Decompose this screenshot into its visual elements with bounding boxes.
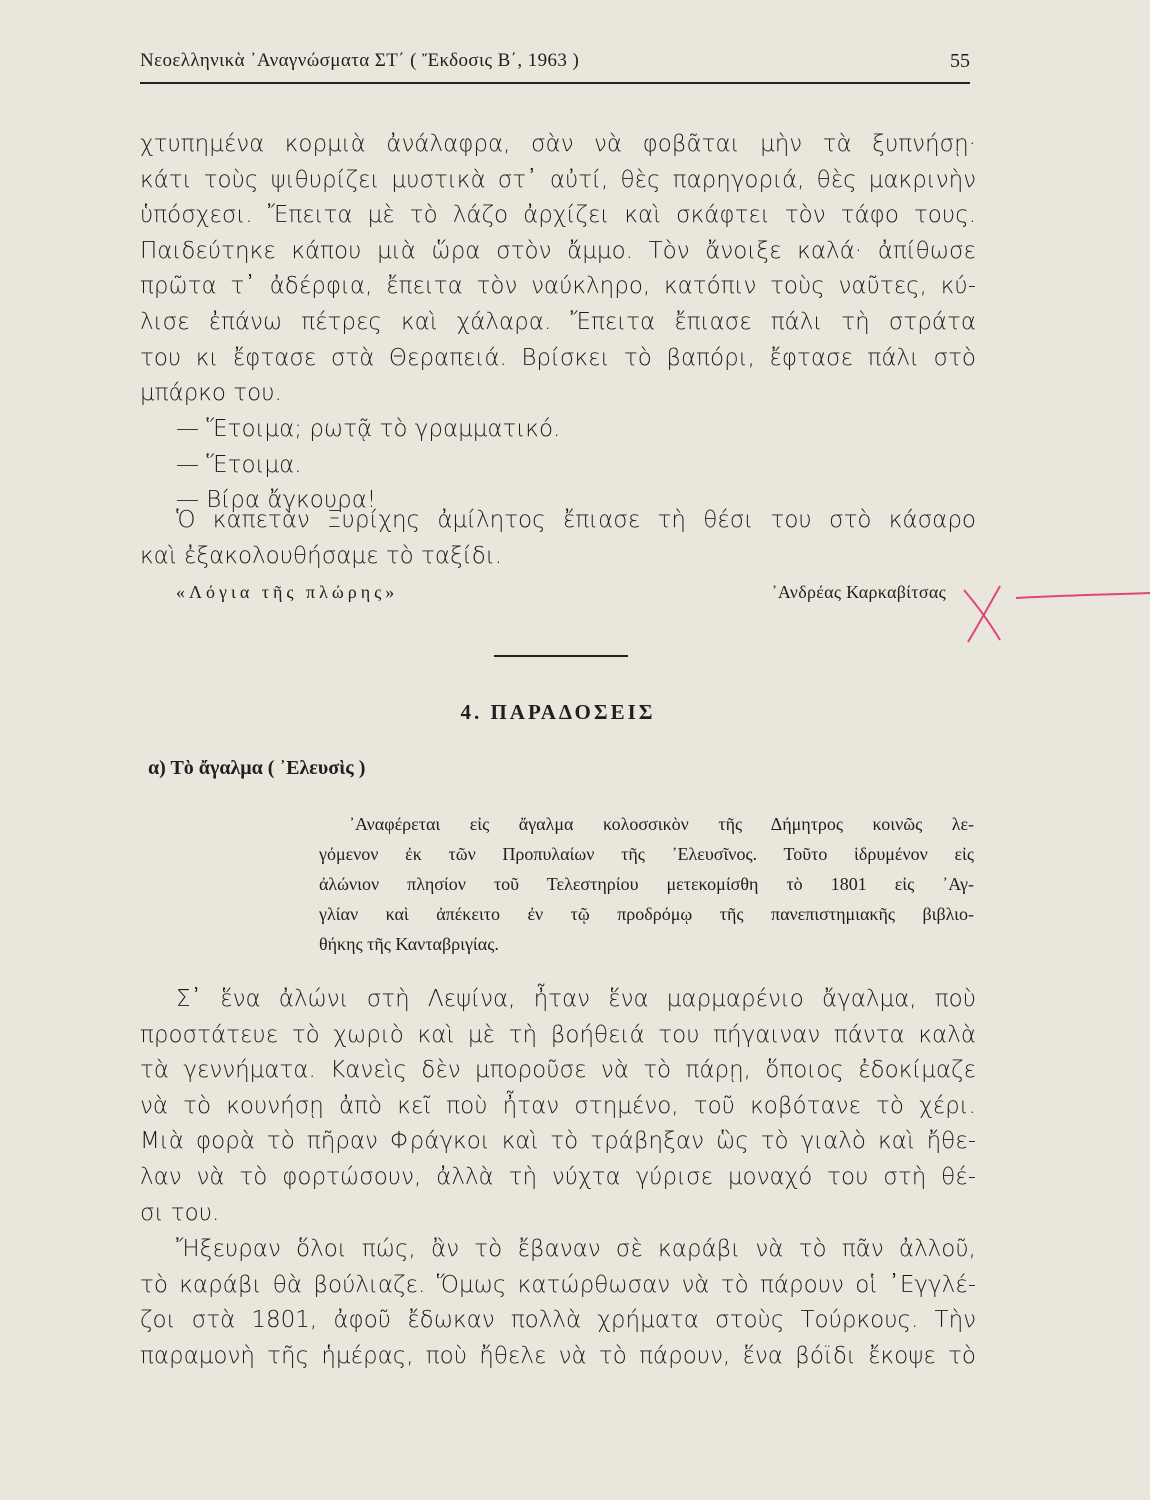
text-line: Μιὰ φορὰ τὸ πῆραν Φράγκοι καὶ τὸ τράβηξαν ὣς τὸ γιαλὸ καὶ ἤθε-	[140, 1128, 976, 1155]
text-line: χτυπημένα κορμιὰ ἀνάλαφρα, σὰν νὰ φοβᾶται μὴν τὰ ξυπνήσῃ·	[140, 131, 976, 157]
text-line: Ὁ καπετὰν Ξυρίχης ἀμίλητος ἔπιασε τὴ θέσι του στὸ κάσαρο	[176, 507, 976, 533]
legend-paragraph-2	[140, 1232, 976, 1374]
story-paragraph	[140, 127, 976, 412]
dialogue-line: — Ἕτοιμα.	[176, 451, 302, 478]
note-line: γλίαν καὶ ἀπέκειτο ἐν τῷ προδρόμῳ τῆς πανεπιστημιακῆς βιβλιο-	[319, 904, 974, 924]
text-line: τὸ καράβι θὰ βούλιαζε. Ὅμως κατώρθωσαν νὰ τὸ πάρουν οἱ ᾿Εγγλέ-	[140, 1271, 976, 1298]
dialogue-line: — Ἕτοιμα; ρωτᾷ τὸ γραμματικό.	[176, 416, 561, 442]
header-rule	[140, 82, 970, 84]
section-title: 4. ΠΑΡΑΔΟΣΕΙΣ	[460, 700, 656, 724]
text-line: ὑπόσχεσι. Ἔπειτα μὲ τὸ λάζο ἀρχίζει καὶ σκάφτει τὸν τάφο τους.	[140, 202, 976, 229]
text-line: του κι ἔφτασε στὰ Θεραπειά. Βρίσκει τὸ βαπόρι, ἔφτασε πάλι στὸ	[140, 344, 976, 371]
text-line: Σ᾿ ἕνα ἀλώνι στὴ Λεψίνα, ἦταν ἕνα μαρμαρένιο ἄγαλμα, ποὺ	[176, 986, 976, 1012]
section-divider	[494, 655, 628, 657]
text-line: πρῶτα τ᾿ ἀδέρφια, ἔπειτα τὸν ναύκληρο, κατόπιν τοὺς ναῦτες, κύ-	[140, 273, 976, 300]
text-line: παραμονὴ τῆς ἡμέρας, ποὺ ἤθελε νὰ τὸ πάρουν, ἕνα βόϊδι ἔκοψε τὸ	[140, 1342, 976, 1369]
source-title: «Λόγια τῆς πλώρης»	[176, 582, 399, 602]
note-line: θήκης τῆς Κανταβριγίας.	[319, 934, 499, 954]
text-line: ζοι στὰ 1801, ἀφοῦ ἔδωκαν πολλὰ χρήματα στοὺς Τούρκους. Τὴν	[140, 1307, 976, 1334]
text-line: λισε ἐπάνω πέτρες καὶ χάλαρα. Ἔπειτα ἔπιασε πάλι τὴ στράτα	[140, 308, 976, 335]
page-number: 55	[950, 50, 970, 72]
note-line: ἀλώνιον πλησίον τοῦ Τελεστηρίου μετεκομίσθη τὸ 1801 εἰς ᾿Αγ-	[319, 874, 974, 894]
attribution	[176, 582, 946, 612]
text-line: τὰ γεννήματα. Κανεὶς δὲν μποροῦσε νὰ τὸ πάρῃ, ὅποιος ἐδοκίμαζε	[140, 1057, 976, 1084]
text-line: σι του.	[140, 1199, 220, 1226]
text-line: λαν νὰ τὸ φορτώσουν, ἀλλὰ τὴ νύχτα γύρισε μοναχό του στὴ θέ-	[140, 1163, 976, 1190]
closing-paragraph	[140, 503, 976, 574]
note-line: ᾿Αναφέρεται εἰς ἄγαλμα κολοσσικὸν τῆς Δήμητρος κοινῶς λε-	[349, 814, 974, 834]
text-line: νὰ τὸ κουνήσῃ ἀπὸ κεῖ ποὺ ἦταν στημένο, τοῦ κοβότανε τὸ χέρι.	[140, 1092, 976, 1119]
running-header-title: Νεοελληνικὰ ᾿Αναγνώσματα ΣΤ΄ ( Ἔκδοσις Β΄, 1963 )	[140, 50, 580, 71]
author-name: ᾿Ανδρέας Καρκαβίτσας	[771, 582, 946, 602]
note-line: γόμενον ἐκ τῶν Προπυλαίων τῆς ᾿Ελευσῖνος. Τοῦτο ἱδρυμένον εἰς	[319, 844, 974, 864]
pink-x-annotation	[960, 584, 1150, 644]
text-line: καὶ ἐξακολουθήσαμε τὸ ταξίδι.	[140, 542, 503, 569]
text-line: κάτι τοὺς ψιθυρίζει μυστικὰ στ᾿ αὐτί, θὲς παρηγοριά, θὲς μακρινὴν	[140, 166, 976, 193]
legend-paragraph-1	[140, 982, 976, 1231]
editorial-note	[319, 809, 974, 959]
running-header	[140, 50, 970, 82]
dialogue-line: — Βίρα ἄγκουρα!	[176, 487, 377, 514]
subsection-title: α) Τὸ ἄγαλμα ( ᾿Ελευσὶς )	[148, 757, 366, 779]
text-line: Παιδεύτηκε κάπου μιὰ ὥρα στὸν ἄμμο. Τὸν ἄνοιξε καλά· ἀπίθωσε	[140, 237, 976, 264]
text-line: μπάρκο του.	[140, 380, 282, 407]
text-line: προστάτευε τὸ χωριὸ καὶ μὲ τὴ βοήθειά του πήγαιναν πάντα καλὰ	[140, 1021, 976, 1048]
text-line: Ἤξευραν ὅλοι πώς, ἂν τὸ ἔβαναν σὲ καράβι νὰ τὸ πᾶν ἀλλοῦ,	[176, 1236, 976, 1262]
